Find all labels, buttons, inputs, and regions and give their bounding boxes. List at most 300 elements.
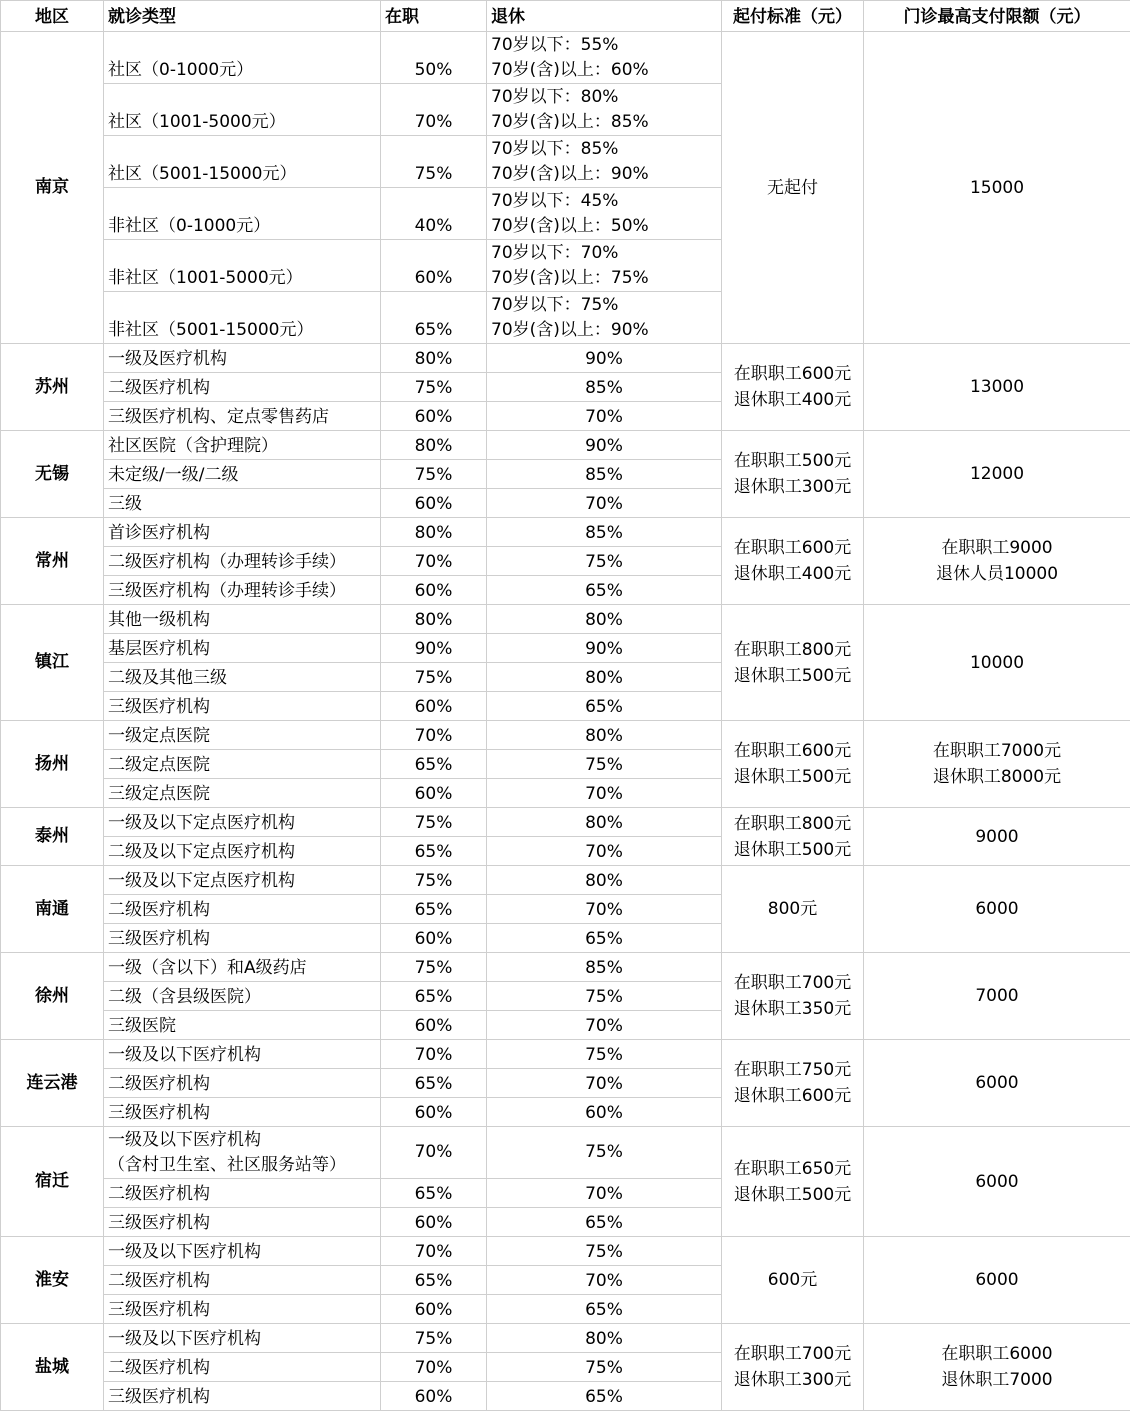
visit-type — [104, 1237, 381, 1266]
table-row — [1, 953, 1130, 982]
retired-rate — [487, 837, 722, 866]
visit-type-line: 一级及以下医疗机构 — [108, 1128, 376, 1153]
employed-rate: 75% — [381, 808, 487, 837]
visit-type-line: 其他一级机构 — [108, 608, 376, 633]
table-body — [1, 32, 1130, 1411]
employed-rate: 65% — [381, 895, 487, 924]
employed-rate: 60% — [381, 924, 487, 953]
visit-type — [104, 1324, 381, 1353]
visit-type — [104, 1040, 381, 1069]
retired-rate-line: 85% — [491, 376, 717, 401]
deductible-line: 退休职工500元 — [726, 764, 859, 790]
table-row — [1, 344, 1130, 373]
visit-type — [104, 1179, 381, 1208]
retired-rate — [487, 1324, 722, 1353]
retired-rate — [487, 460, 722, 489]
visit-type — [104, 982, 381, 1011]
header-deductible: 起付标准（元） — [722, 1, 864, 32]
retired-rate-line: 85% — [491, 956, 717, 981]
retired-rate-line: 75% — [491, 1356, 717, 1381]
region-name: 徐州 — [1, 953, 104, 1040]
retired-rate-line: 70岁以下：55% — [491, 33, 717, 58]
payment-limit-line: 7000 — [868, 983, 1126, 1009]
visit-type-line: 一级及以下医疗机构 — [108, 1240, 376, 1265]
region-name: 淮安 — [1, 1237, 104, 1324]
visit-type-line: 二级医疗机构 — [108, 1072, 376, 1097]
region-name: 南京 — [1, 32, 104, 344]
retired-rate — [487, 663, 722, 692]
retired-rate — [487, 1237, 722, 1266]
visit-type — [104, 721, 381, 750]
retired-rate — [487, 750, 722, 779]
employed-rate: 75% — [381, 1324, 487, 1353]
retired-rate-line: 70岁(含)以上：50% — [491, 214, 717, 239]
employed-rate: 80% — [381, 518, 487, 547]
payment-limit — [864, 518, 1130, 605]
visit-type — [104, 1266, 381, 1295]
employed-rate: 75% — [381, 663, 487, 692]
header-region: 地区 — [1, 1, 104, 32]
deductible — [722, 605, 864, 721]
retired-rate-line: 90% — [491, 347, 717, 372]
visit-type — [104, 84, 381, 136]
visit-type — [104, 953, 381, 982]
retired-rate — [487, 576, 722, 605]
retired-rate-line: 75% — [491, 1240, 717, 1265]
payment-limit-line: 6000 — [868, 1267, 1126, 1293]
visit-type — [104, 431, 381, 460]
payment-limit — [864, 1237, 1130, 1324]
employed-rate: 60% — [381, 1295, 487, 1324]
visit-type — [104, 1098, 381, 1127]
visit-type — [104, 808, 381, 837]
retired-rate — [487, 84, 722, 136]
retired-rate-line: 75% — [491, 1043, 717, 1068]
retired-rate-line: 70岁以下：45% — [491, 189, 717, 214]
retired-rate-line: 70岁(含)以上：85% — [491, 110, 717, 135]
visit-type-line: 二级医疗机构 — [108, 376, 376, 401]
region-name: 连云港 — [1, 1040, 104, 1127]
visit-type — [104, 692, 381, 721]
deductible-line: 在职职工600元 — [726, 535, 859, 561]
employed-rate: 65% — [381, 1069, 487, 1098]
visit-type — [104, 240, 381, 292]
visit-type — [104, 188, 381, 240]
visit-type-line: 三级医疗机构 — [108, 1101, 376, 1126]
retired-rate — [487, 953, 722, 982]
retired-rate-line: 80% — [491, 608, 717, 633]
retired-rate-line: 75% — [491, 985, 717, 1010]
deductible-line: 在职职工650元 — [726, 1156, 859, 1182]
visit-type-line: 一级及以下定点医疗机构 — [108, 869, 376, 894]
employed-rate: 70% — [381, 721, 487, 750]
retired-rate — [487, 402, 722, 431]
retired-rate-line: 80% — [491, 811, 717, 836]
payment-limit-line: 12000 — [868, 461, 1126, 487]
visit-type-line: 二级（含县级医院） — [108, 985, 376, 1010]
header-visit-type: 就诊类型 — [104, 1, 381, 32]
deductible-line: 退休职工500元 — [726, 1182, 859, 1208]
retired-rate — [487, 1208, 722, 1237]
retired-rate — [487, 692, 722, 721]
retired-rate-line: 70% — [491, 1182, 717, 1207]
retired-rate-line: 65% — [491, 1385, 717, 1410]
deductible-line: 在职职工600元 — [726, 361, 859, 387]
visit-type-line: 三级医疗机构 — [108, 695, 376, 720]
visit-type-line: 社区医院（含护理院） — [108, 434, 376, 459]
deductible — [722, 32, 864, 344]
visit-type — [104, 1127, 381, 1179]
employed-rate: 60% — [381, 576, 487, 605]
retired-rate-line: 65% — [491, 1298, 717, 1323]
region-name: 苏州 — [1, 344, 104, 431]
deductible-line: 退休职工500元 — [726, 837, 859, 863]
visit-type-line: 二级及以下定点医疗机构 — [108, 840, 376, 865]
retired-rate-line: 80% — [491, 869, 717, 894]
retired-rate-line: 70岁(含)以上：90% — [491, 162, 717, 187]
visit-type-line: 二级医疗机构 — [108, 1269, 376, 1294]
retired-rate — [487, 866, 722, 895]
visit-type-line: 未定级/一级/二级 — [108, 463, 376, 488]
visit-type — [104, 779, 381, 808]
retired-rate-line: 70岁以下：70% — [491, 241, 717, 266]
visit-type-line: 三级医疗机构 — [108, 1211, 376, 1236]
retired-rate-line: 70% — [491, 782, 717, 807]
visit-type — [104, 518, 381, 547]
payment-limit-line: 在职职工6000 — [868, 1341, 1126, 1367]
employed-rate: 60% — [381, 402, 487, 431]
deductible-line: 在职职工700元 — [726, 970, 859, 996]
retired-rate-line: 70% — [491, 492, 717, 517]
retired-rate-line: 70% — [491, 1072, 717, 1097]
deductible-line: 退休职工500元 — [726, 663, 859, 689]
employed-rate: 40% — [381, 188, 487, 240]
retired-rate — [487, 188, 722, 240]
employed-rate: 75% — [381, 953, 487, 982]
payment-limit-line: 在职职工9000 — [868, 535, 1126, 561]
retired-rate-line: 70% — [491, 898, 717, 923]
retired-rate — [487, 240, 722, 292]
visit-type — [104, 576, 381, 605]
retired-rate-line: 65% — [491, 1211, 717, 1236]
payment-limit-line: 在职职工7000元 — [868, 738, 1126, 764]
visit-type-line: 一级及以下定点医疗机构 — [108, 811, 376, 836]
employed-rate: 80% — [381, 605, 487, 634]
region-name: 镇江 — [1, 605, 104, 721]
retired-rate — [487, 136, 722, 188]
visit-type-line: 基层医疗机构 — [108, 637, 376, 662]
visit-type-line: 二级医疗机构 — [108, 1356, 376, 1381]
visit-type-line: 社区（5001-15000元） — [108, 162, 376, 187]
visit-type-line: 三级 — [108, 492, 376, 517]
deductible — [722, 1127, 864, 1237]
retired-rate — [487, 1353, 722, 1382]
retired-rate — [487, 431, 722, 460]
payment-limit-line: 6000 — [868, 896, 1126, 922]
retired-rate-line: 70% — [491, 1014, 717, 1039]
retired-rate-line: 65% — [491, 927, 717, 952]
deductible-line: 在职职工500元 — [726, 448, 859, 474]
retired-rate — [487, 634, 722, 663]
payment-limit-line: 9000 — [868, 824, 1126, 850]
retired-rate — [487, 721, 722, 750]
employed-rate: 60% — [381, 1098, 487, 1127]
payment-limit-line: 退休职工7000 — [868, 1367, 1126, 1393]
employed-rate: 65% — [381, 292, 487, 344]
employed-rate: 70% — [381, 1127, 487, 1179]
visit-type — [104, 605, 381, 634]
employed-rate: 65% — [381, 1266, 487, 1295]
deductible-line: 800元 — [726, 896, 859, 922]
deductible — [722, 721, 864, 808]
visit-type-line: 社区（1001-5000元） — [108, 110, 376, 135]
deductible-line: 在职职工700元 — [726, 1341, 859, 1367]
visit-type — [104, 924, 381, 953]
retired-rate-line: 70岁(含)以上：60% — [491, 58, 717, 83]
employed-rate: 90% — [381, 634, 487, 663]
visit-type — [104, 344, 381, 373]
payment-limit-line: 退休人员10000 — [868, 561, 1126, 587]
retired-rate — [487, 547, 722, 576]
visit-type-line: 非社区（0-1000元） — [108, 214, 376, 239]
retired-rate — [487, 518, 722, 547]
employed-rate: 70% — [381, 1353, 487, 1382]
payment-limit — [864, 866, 1130, 953]
retired-rate — [487, 924, 722, 953]
visit-type-line: 三级医院 — [108, 1014, 376, 1039]
payment-limit — [864, 953, 1130, 1040]
retired-rate-line: 70岁(含)以上：90% — [491, 318, 717, 343]
employed-rate: 70% — [381, 1040, 487, 1069]
retired-rate — [487, 1295, 722, 1324]
deductible — [722, 518, 864, 605]
deductible-line: 在职职工800元 — [726, 637, 859, 663]
payment-limit — [864, 605, 1130, 721]
retired-rate — [487, 1069, 722, 1098]
visit-type — [104, 634, 381, 663]
table-row — [1, 1324, 1130, 1353]
deductible-line: 在职职工800元 — [726, 811, 859, 837]
retired-rate — [487, 344, 722, 373]
retired-rate — [487, 605, 722, 634]
retired-rate — [487, 1127, 722, 1179]
region-name: 南通 — [1, 866, 104, 953]
retired-rate — [487, 1040, 722, 1069]
visit-type — [104, 1295, 381, 1324]
employed-rate: 70% — [381, 84, 487, 136]
employed-rate: 65% — [381, 837, 487, 866]
header-row — [1, 1, 1130, 32]
visit-type-line: 二级医疗机构（办理转诊手续） — [108, 550, 376, 575]
employed-rate: 65% — [381, 982, 487, 1011]
visit-type — [104, 373, 381, 402]
visit-type — [104, 750, 381, 779]
region-name: 盐城 — [1, 1324, 104, 1411]
retired-rate-line: 70% — [491, 405, 717, 430]
retired-rate-line: 65% — [491, 695, 717, 720]
visit-type — [104, 1353, 381, 1382]
visit-type — [104, 489, 381, 518]
retired-rate-line: 70% — [491, 1269, 717, 1294]
payment-limit-line: 10000 — [868, 650, 1126, 676]
retired-rate — [487, 779, 722, 808]
payment-limit-line: 13000 — [868, 374, 1126, 400]
table-row — [1, 808, 1130, 837]
employed-rate: 65% — [381, 1179, 487, 1208]
employed-rate: 65% — [381, 750, 487, 779]
payment-limit — [864, 431, 1130, 518]
retired-rate-line: 65% — [491, 579, 717, 604]
visit-type-line: 首诊医疗机构 — [108, 521, 376, 546]
deductible — [722, 808, 864, 866]
payment-limit — [864, 721, 1130, 808]
retired-rate-line: 80% — [491, 724, 717, 749]
retired-rate-line: 85% — [491, 521, 717, 546]
retired-rate — [487, 1098, 722, 1127]
retired-rate-line: 80% — [491, 666, 717, 691]
retired-rate-line: 75% — [491, 1140, 717, 1165]
visit-type-line: 三级医疗机构 — [108, 1298, 376, 1323]
visit-type-line: 二级定点医院 — [108, 753, 376, 778]
employed-rate: 75% — [381, 866, 487, 895]
region-name: 扬州 — [1, 721, 104, 808]
visit-type — [104, 837, 381, 866]
retired-rate-line: 70岁以下：75% — [491, 293, 717, 318]
retired-rate — [487, 292, 722, 344]
visit-type-line: 二级及其他三级 — [108, 666, 376, 691]
retired-rate-line: 75% — [491, 753, 717, 778]
employed-rate: 75% — [381, 460, 487, 489]
header-retired: 退休 — [487, 1, 722, 32]
retired-rate-line: 60% — [491, 1101, 717, 1126]
visit-type — [104, 547, 381, 576]
retired-rate — [487, 895, 722, 924]
visit-type-line: 三级医疗机构 — [108, 1385, 376, 1410]
deductible — [722, 1324, 864, 1411]
payment-limit — [864, 808, 1130, 866]
payment-limit-line: 6000 — [868, 1169, 1126, 1195]
retired-rate-line: 75% — [491, 550, 717, 575]
payment-limit-line: 6000 — [868, 1070, 1126, 1096]
table-row — [1, 866, 1130, 895]
visit-type-line: 三级医疗机构 — [108, 927, 376, 952]
payment-limit — [864, 344, 1130, 431]
payment-limit — [864, 1324, 1130, 1411]
deductible-line: 退休职工300元 — [726, 474, 859, 500]
retired-rate-line: 80% — [491, 1327, 717, 1352]
employed-rate: 60% — [381, 1382, 487, 1411]
deductible-line: 退休职工350元 — [726, 996, 859, 1022]
table-row — [1, 32, 1130, 84]
employed-rate: 60% — [381, 1011, 487, 1040]
employed-rate: 70% — [381, 547, 487, 576]
visit-type — [104, 895, 381, 924]
deductible — [722, 431, 864, 518]
deductible — [722, 866, 864, 953]
retired-rate-line: 70岁以下：80% — [491, 85, 717, 110]
payment-limit — [864, 1040, 1130, 1127]
retired-rate-line: 85% — [491, 463, 717, 488]
visit-type-line: 一级定点医院 — [108, 724, 376, 749]
employed-rate: 75% — [381, 373, 487, 402]
visit-type-line: 非社区（1001-5000元） — [108, 266, 376, 291]
employed-rate: 80% — [381, 344, 487, 373]
deductible-line: 无起付 — [726, 175, 859, 201]
retired-rate — [487, 489, 722, 518]
visit-type-line: 一级及以下医疗机构 — [108, 1043, 376, 1068]
deductible-line: 退休职工400元 — [726, 387, 859, 413]
visit-type-line: 社区（0-1000元） — [108, 58, 376, 83]
visit-type-line: 三级医疗机构、定点零售药店 — [108, 405, 376, 430]
table-row — [1, 721, 1130, 750]
deductible-line: 退休职工600元 — [726, 1083, 859, 1109]
employed-rate: 60% — [381, 240, 487, 292]
visit-type — [104, 32, 381, 84]
table-row — [1, 1127, 1130, 1179]
employed-rate: 50% — [381, 32, 487, 84]
retired-rate — [487, 808, 722, 837]
retired-rate — [487, 1382, 722, 1411]
retired-rate — [487, 1179, 722, 1208]
retired-rate — [487, 1266, 722, 1295]
table-row — [1, 605, 1130, 634]
retired-rate-line: 70岁以下：85% — [491, 137, 717, 162]
visit-type — [104, 402, 381, 431]
visit-type — [104, 1208, 381, 1237]
employed-rate: 60% — [381, 779, 487, 808]
employed-rate: 60% — [381, 692, 487, 721]
visit-type — [104, 292, 381, 344]
retired-rate — [487, 32, 722, 84]
region-name: 泰州 — [1, 808, 104, 866]
retired-rate-line: 90% — [491, 637, 717, 662]
deductible-line: 退休职工300元 — [726, 1367, 859, 1393]
table-row — [1, 1040, 1130, 1069]
deductible-line: 在职职工600元 — [726, 738, 859, 764]
deductible — [722, 953, 864, 1040]
table-row — [1, 431, 1130, 460]
visit-type-line: 二级医疗机构 — [108, 1182, 376, 1207]
region-name: 常州 — [1, 518, 104, 605]
employed-rate: 60% — [381, 1208, 487, 1237]
visit-type-line: 一级及医疗机构 — [108, 347, 376, 372]
retired-rate — [487, 373, 722, 402]
visit-type-line: 一级及以下医疗机构 — [108, 1327, 376, 1352]
table-row — [1, 518, 1130, 547]
employed-rate: 75% — [381, 136, 487, 188]
visit-type — [104, 1069, 381, 1098]
payment-limit-line: 15000 — [868, 175, 1126, 201]
deductible-line: 在职职工750元 — [726, 1057, 859, 1083]
visit-type — [104, 866, 381, 895]
visit-type-line: （含村卫生室、社区服务站等） — [108, 1153, 376, 1178]
deductible-line: 600元 — [726, 1267, 859, 1293]
deductible — [722, 1237, 864, 1324]
visit-type-line: 非社区（5001-15000元） — [108, 318, 376, 343]
visit-type — [104, 460, 381, 489]
visit-type — [104, 136, 381, 188]
region-name: 无锡 — [1, 431, 104, 518]
employed-rate: 70% — [381, 1237, 487, 1266]
header-limit: 门诊最高支付限额（元） — [864, 1, 1130, 32]
visit-type — [104, 1011, 381, 1040]
visit-type-line: 二级医疗机构 — [108, 898, 376, 923]
retired-rate-line: 70% — [491, 840, 717, 865]
payment-limit — [864, 1127, 1130, 1237]
deductible — [722, 344, 864, 431]
payment-limit — [864, 32, 1130, 344]
employed-rate: 80% — [381, 431, 487, 460]
